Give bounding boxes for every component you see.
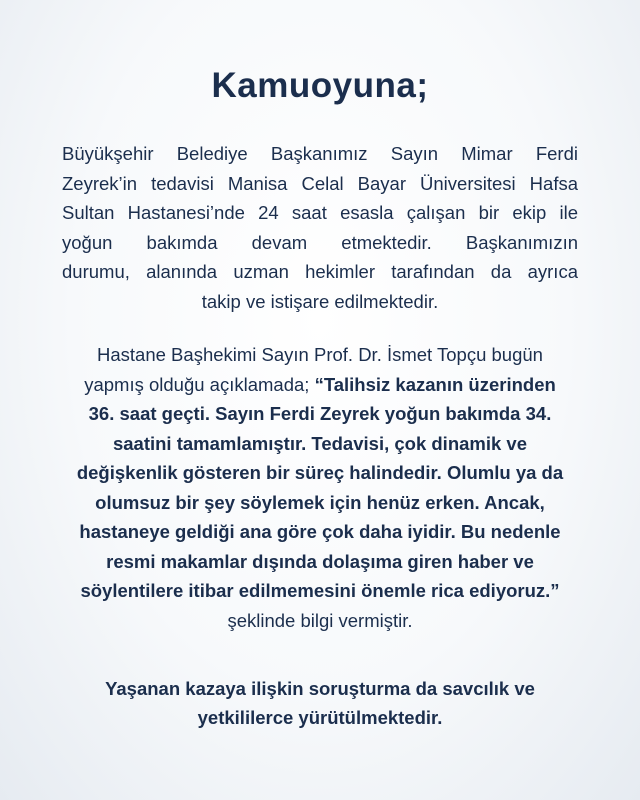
text-line: şeklinde bilgi vermiştir. [227,609,413,631]
text-line: yetkililerce yürütülmektedir. [197,707,443,728]
text-line: Yaşanan kazaya ilişkin soruşturma da savcılık ve [105,678,535,699]
quote-line: söylentilere itibar edilmemesini önemle rica ediyoruz.” [80,580,560,601]
paragraph-doctor-statement [62,340,578,635]
quote-line: hastaneye geldiği ana göre çok daha iyidir. Bu nedenle [79,521,561,542]
quote-line: 36. saat geçti. Sayın Ferdi Zeyrek yoğun bakımda 34. [88,403,552,424]
quote-line: saatini tamamlamıştır. Tedavisi, çok dinamik ve [112,432,528,454]
text-line: yoğun bakımda devam etmektedir. Başkanımızın [62,231,578,253]
quote-line: olumsuz bir şey söylemek için henüz erken. Ancak, [95,491,545,513]
text-line: Hastane Başhekimi Sayın Prof. Dr. İsmet Topçu bugün [97,344,543,365]
text-line: Zeyrek’in tedavisi Manisa Celal Bayar Üniversitesi Hafsa [62,172,578,194]
quote-line: değişkenlik gösteren bir süreç halindedir. Olumlu ya da [76,462,564,483]
text-line [62,370,578,400]
text-line: Büyükşehir Belediye Başkanımız Sayın Mimar Ferdi [62,143,578,164]
text-line: Sultan Hastanesi’nde 24 saat esasla çalışan bir ekip ile [62,202,578,223]
text-line: durumu, alanında uzman hekimler tarafından da ayrıca [62,261,578,282]
paragraph-treatment-status [62,139,578,316]
quote-line: resmi makamlar dışında dolaşıma giren haber ve [106,550,534,572]
paragraph-investigation [62,674,578,732]
quote-start: “Talihsiz kazanın üzerinden [314,373,556,395]
page-title: Kamuoyuna; [211,66,429,105]
text-line: takip ve istişare edilmektedir. [201,290,439,312]
text-normal: yapmış olduğu açıklamada; [84,373,315,395]
